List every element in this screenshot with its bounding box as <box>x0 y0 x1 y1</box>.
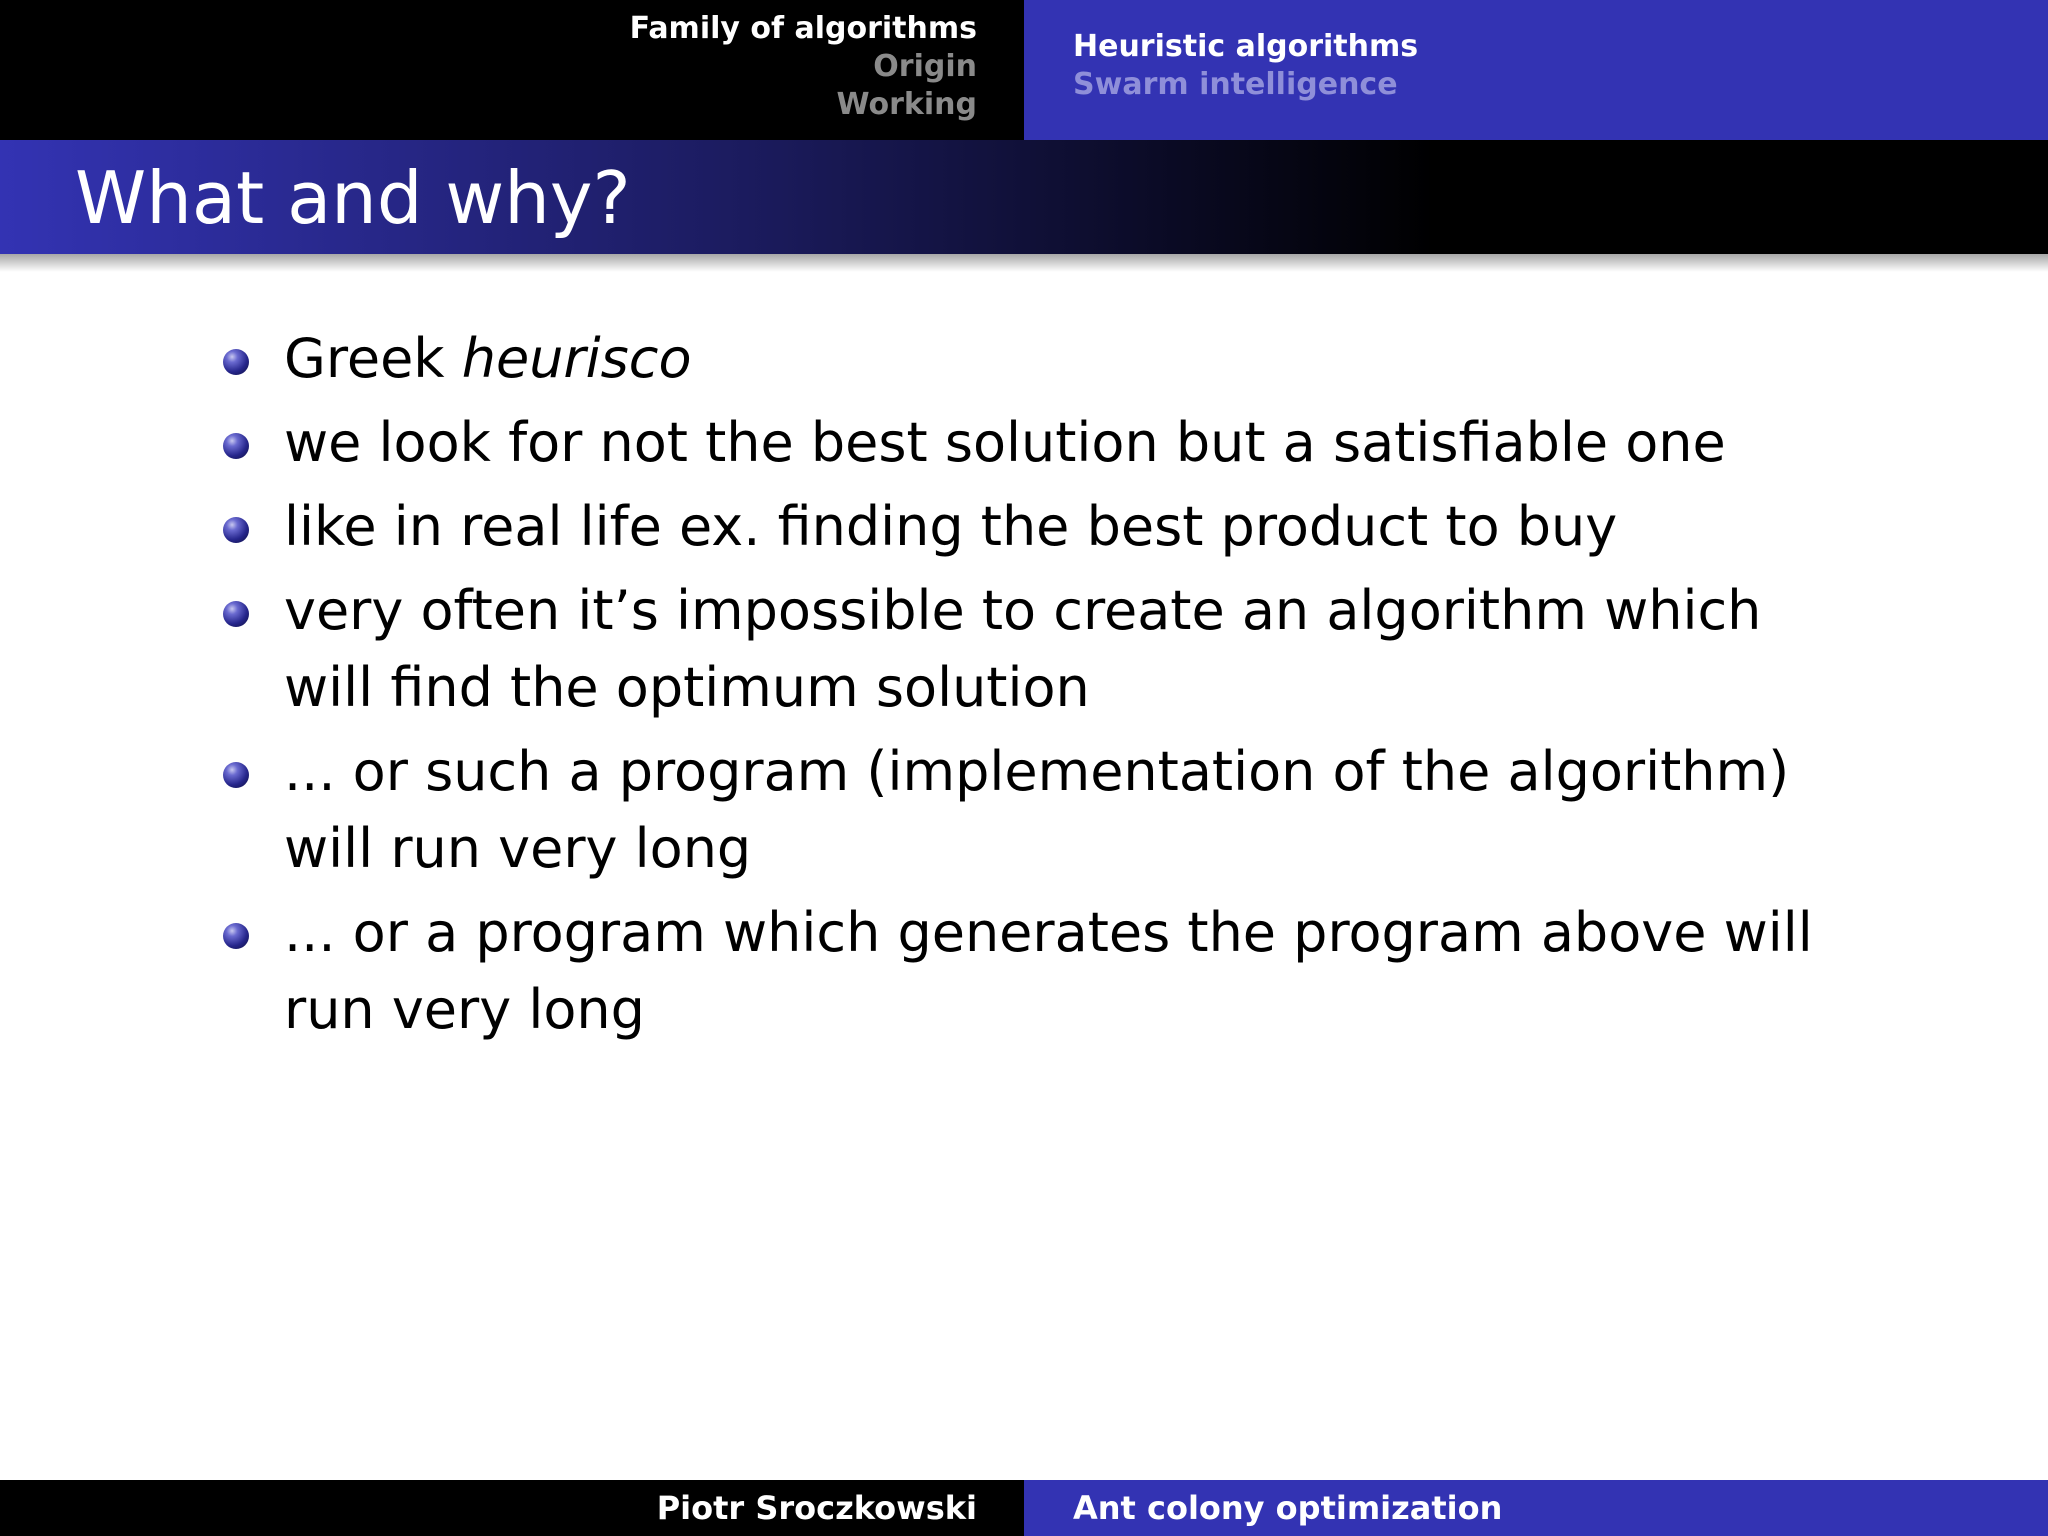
nav-section-working[interactable]: Working <box>836 87 977 122</box>
list-item <box>222 320 1862 397</box>
bullet-text: very often it’s impossible to create an algorithm which will find the optimum solution <box>284 579 1762 719</box>
bullet-ball-icon <box>223 349 249 375</box>
list-item <box>222 733 1862 887</box>
subsection-nav <box>1024 0 2048 140</box>
nav-section-family-of-algorithms[interactable]: Family of algorithms <box>629 11 977 46</box>
nav-subsection-swarm-intelligence[interactable]: Swarm intelligence <box>1073 67 1398 102</box>
bullet-ball-icon <box>223 923 249 949</box>
list-item <box>222 404 1862 481</box>
bullet-text: ... or a program which generates the program above will run very long <box>284 901 1813 1041</box>
footer-presentation-title: Ant colony optimization <box>1024 1480 2048 1536</box>
bullet-emphasis: heurisco <box>461 327 692 390</box>
slide-title: What and why? <box>75 156 631 240</box>
bullet-text: like in real life ex. finding the best product to buy <box>284 495 1618 558</box>
bullet-text: we look for not the best solution but a satisfiable one <box>284 411 1726 474</box>
title-shadow <box>0 254 2048 272</box>
headline-bar <box>0 0 2048 140</box>
list-item <box>222 572 1862 726</box>
nav-subsection-heuristic-algorithms[interactable]: Heuristic algorithms <box>1073 29 1419 64</box>
list-item <box>222 488 1862 565</box>
bullet-ball-icon <box>223 517 249 543</box>
section-nav <box>0 0 1024 140</box>
bullet-ball-icon <box>223 433 249 459</box>
footer-bar <box>0 1480 2048 1536</box>
footer-author: Piotr Sroczkowski <box>0 1480 1024 1536</box>
frame-title-bar <box>0 140 2048 254</box>
bullet-ball-icon <box>223 762 249 788</box>
list-item <box>222 894 1862 1048</box>
nav-section-origin[interactable]: Origin <box>873 49 977 84</box>
bullet-ball-icon <box>223 601 249 627</box>
bullet-text: Greek <box>284 327 462 390</box>
bullet-list <box>222 320 1862 1055</box>
bullet-text: ... or such a program (implementation of the algorithm) will run very long <box>284 740 1790 880</box>
